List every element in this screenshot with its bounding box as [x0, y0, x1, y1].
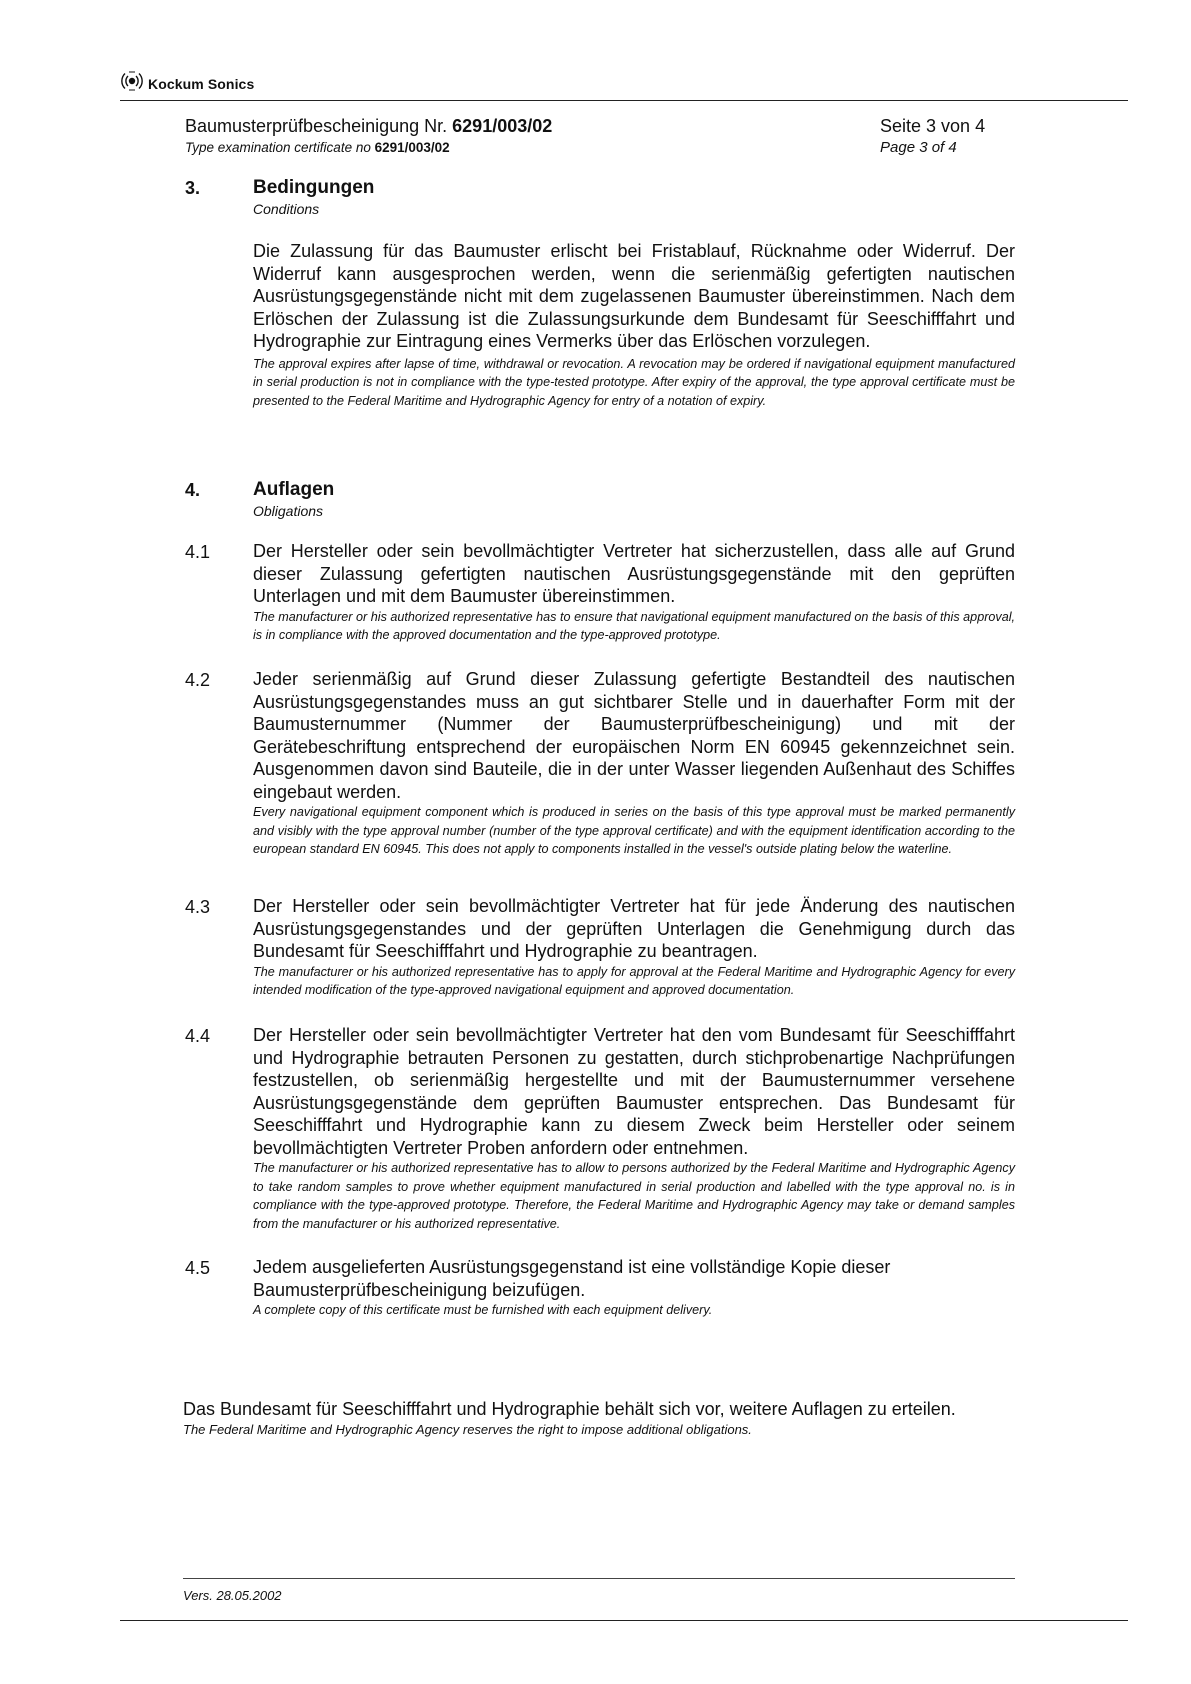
section-title: Bedingungen	[253, 177, 375, 198]
footer-divider	[183, 1578, 1015, 1579]
section-text-de: Die Zulassung für das Baumuster erlischt bei Fristablauf, Rücknahme oder Widerruf. Der Widerruf kann ausgesprochen werden, wenn die serienmäßig gefertigten nautischen Ausrüstungsgegenstände nicht mit dem zugelassenen Baumuster übereinstimmen. Nach dem Erlöschen der Zulassung ist die Zulassungsurkunde dem Bundesamt für Seeschifffahrt und Hydrographie zur Eintragung eines Vermerks über das Erlöschen vorzulegen.	[253, 241, 1015, 351]
clause-text-en: The manufacturer or his authorized representative has to apply for approval at the Federal Maritime and Hydrographic Agency for every intended modification of the type-approved navigational equipment and approved documentation.	[253, 964, 1015, 997]
clause-text-en: The manufacturer or his authorized representative has to ensure that navigational equipment manufactured on the basis of this approval, is in compliance with the approved documentation and the type-approved prototype.	[253, 609, 1015, 642]
clause-text-de: Jeder serienmäßig auf Grund dieser Zulassung gefertigte Bestandteil des nautischen Ausrüstungsgegenstandes muss an gut sichtbarer Stelle und in dauerhafter Form mit der Baumusternummer (Nummer der Baumusterprüfbescheinigung) und mit der Gerätebeschriftung entsprechend der europäischen Norm EN 60945 gekennzeichnet sein. Ausgenommen davon sind Bauteile, die in der unter Wasser liegenden Außenhaut des Schiffes eingebaut werden.	[253, 669, 1015, 802]
clause-text-en: A complete copy of this certificate must be furnished with each equipment delivery.	[253, 1303, 713, 1317]
page-number-en: Page 3 of 4	[880, 139, 957, 156]
clause-number: 4.1	[185, 542, 211, 562]
section-subtitle: Conditions	[253, 201, 320, 217]
sonar-waves-icon	[120, 71, 144, 96]
company-logo	[120, 71, 254, 96]
clause-number: 4.5	[185, 1258, 211, 1278]
page-bottom-divider	[120, 1620, 1128, 1621]
section-title: Auflagen	[253, 479, 335, 500]
clause-text-de: Der Hersteller oder sein bevollmächtigter Vertreter hat den vom Bundesamt für Seeschifffahrt und Hydrographie betrauten Personen zu gestatten, durch stichprobenartige Nachprüfungen festzustellen, ob serienmäßig hergestellte und mit der Baumusternummer versehene Ausrüstungsgegenstände dem geprüften Baumuster entsprechen. Das Bundesamt für Seeschifffahrt und Hydrographie kann zu diesem Zweck beim Hersteller oder seinem bevollmächtigten Vertreter Proben anfordern oder entnehmen.	[253, 1025, 1015, 1158]
clause-text-en: The manufacturer or his authorized representative has to allow to persons authorized by the Federal Maritime and Hydrographic Agency to take random samples to prove whether equipment manufactured in serial production and labelled with the type approval no. is in compliance with the type-approved prototype. Therefore, the Federal Maritime and Hydrographic Agency may take or demand samples from the manufacturer or his authorized representative.	[253, 1161, 1015, 1231]
certificate-title-de-prefix: Baumusterprüfbescheinigung Nr.	[185, 116, 453, 136]
section-number: 4.	[185, 480, 201, 500]
clause-text-de: Der Hersteller oder sein bevollmächtigter Vertreter hat für jede Änderung des nautischen Ausrüstungsgegenstandes und der geprüften Unterlagen die Genehmigung durch das Bundesamt für Seeschifffahrt und Hydrographie zu beantragen.	[253, 896, 1015, 961]
clause-number: 4.4	[185, 1026, 211, 1046]
company-name: Kockum Sonics	[148, 75, 255, 92]
section-number: 3.	[185, 178, 201, 198]
certificate-title-de	[185, 114, 552, 138]
page-number-de: Seite 3 von 4	[880, 116, 986, 136]
certificate-number-de: 6291/003/02	[452, 116, 553, 136]
version-label: Vers. 28.05.2002	[183, 1588, 282, 1603]
closing-text-en: The Federal Maritime and Hydrographic Agency reserves the right to impose additional obligations.	[183, 1421, 752, 1437]
clause-text-de: Jedem ausgelieferten Ausrüstungsgegenstand ist eine vollständige Kopie dieser Baumusterprüfbescheinigung beizufügen.	[253, 1257, 891, 1300]
certificate-number-en: 6291/003/02	[374, 140, 450, 155]
certificate-heading	[185, 114, 552, 158]
clause-text-de: Der Hersteller oder sein bevollmächtigter Vertreter hat sicherzustellen, dass alle auf Grund dieser Zulassung gefertigten nautischen Ausrüstungsgegenstände mit den geprüften Unterlagen und mit dem Baumuster übereinstimmen.	[253, 541, 1015, 606]
section-subtitle: Obligations	[253, 503, 324, 519]
clause-text-en: Every navigational equipment component which is produced in series on the basis of this type approval must be marked permanently and visibly with the type approval number (number of the type approval certificate) and with the equipment identification according to the european standard EN 60945. This does not apply to components installed in the vessel's outside plating below the waterline.	[253, 805, 1015, 856]
closing-statement	[183, 1398, 1013, 1439]
header-divider	[120, 100, 1128, 101]
certificate-title-en	[185, 138, 552, 158]
section-text-en: The approval expires after lapse of time, withdrawal or revocation. A revocation may be ordered if navigational equipment manufactured in serial production is not in compliance with the type-tested prototype. After expiry of the approval, the type approval certificate must be presented to the Federal Maritime and Hydrographic Agency for entry of a notation of expiry.	[253, 356, 1015, 408]
certificate-title-en-prefix: Type examination certificate no	[185, 140, 375, 155]
clause-number: 4.2	[185, 670, 211, 690]
closing-text-de: Das Bundesamt für Seeschifffahrt und Hydrographie behält sich vor, weitere Auflagen zu erteilen.	[183, 1399, 956, 1419]
page-indicator	[880, 114, 985, 158]
clause-number: 4.3	[185, 897, 211, 917]
